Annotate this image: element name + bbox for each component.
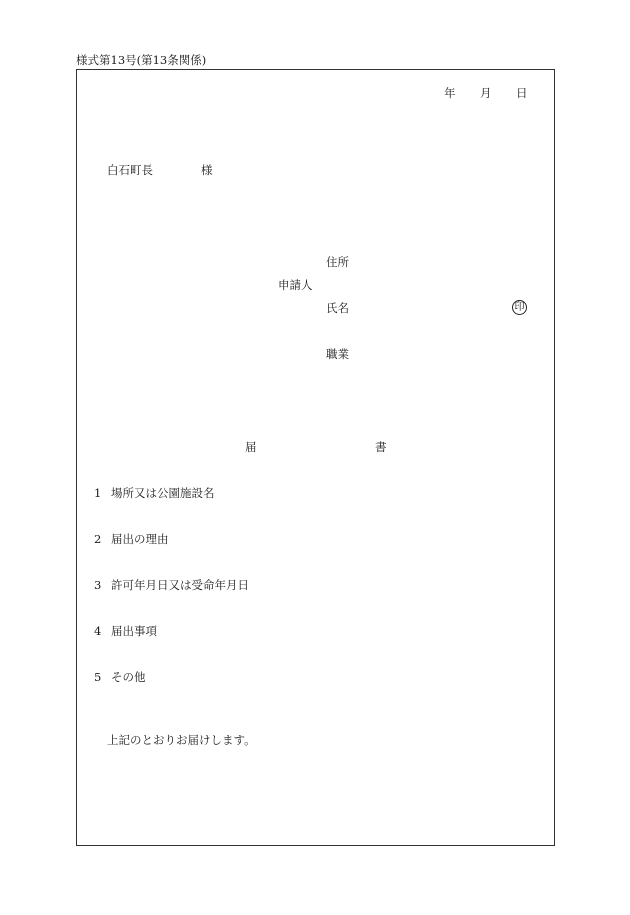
closing-statement: 上記のとおりお届けします。 <box>107 733 256 747</box>
list-item <box>94 624 157 638</box>
applicant-occupation-label: 職業 <box>326 347 349 361</box>
list-item <box>94 532 169 546</box>
item-label: 届出の理由 <box>111 532 169 546</box>
item-label: 届出事項 <box>111 624 157 638</box>
document-title-char-1: 届 <box>245 440 257 454</box>
document-title-char-2: 書 <box>375 440 387 454</box>
date-month-label: 月 <box>480 86 492 100</box>
item-label: 許可年月日又は受命年月日 <box>111 578 249 592</box>
form-number-label: 様式第13号(第13条関係) <box>76 53 207 67</box>
applicant-heading: 申請人 <box>278 278 313 292</box>
date-year-label: 年 <box>444 86 456 100</box>
date-day-label: 日 <box>516 86 528 100</box>
item-label: その他 <box>111 670 146 684</box>
item-number: 2 <box>94 532 102 546</box>
list-item <box>94 578 249 592</box>
form-frame <box>76 69 555 846</box>
item-number: 1 <box>94 486 102 500</box>
list-item <box>94 670 146 684</box>
item-number: 5 <box>94 670 102 684</box>
list-item <box>94 486 215 500</box>
item-number: 4 <box>94 624 102 638</box>
seal-mark: 印 <box>512 300 527 315</box>
applicant-address-label: 住所 <box>326 255 349 269</box>
item-label: 場所又は公園施設名 <box>111 486 215 500</box>
applicant-name-label: 氏名 <box>326 301 349 315</box>
addressee-name: 白石町長 <box>107 163 153 177</box>
addressee-honorific: 様 <box>201 163 213 177</box>
item-number: 3 <box>94 578 102 592</box>
